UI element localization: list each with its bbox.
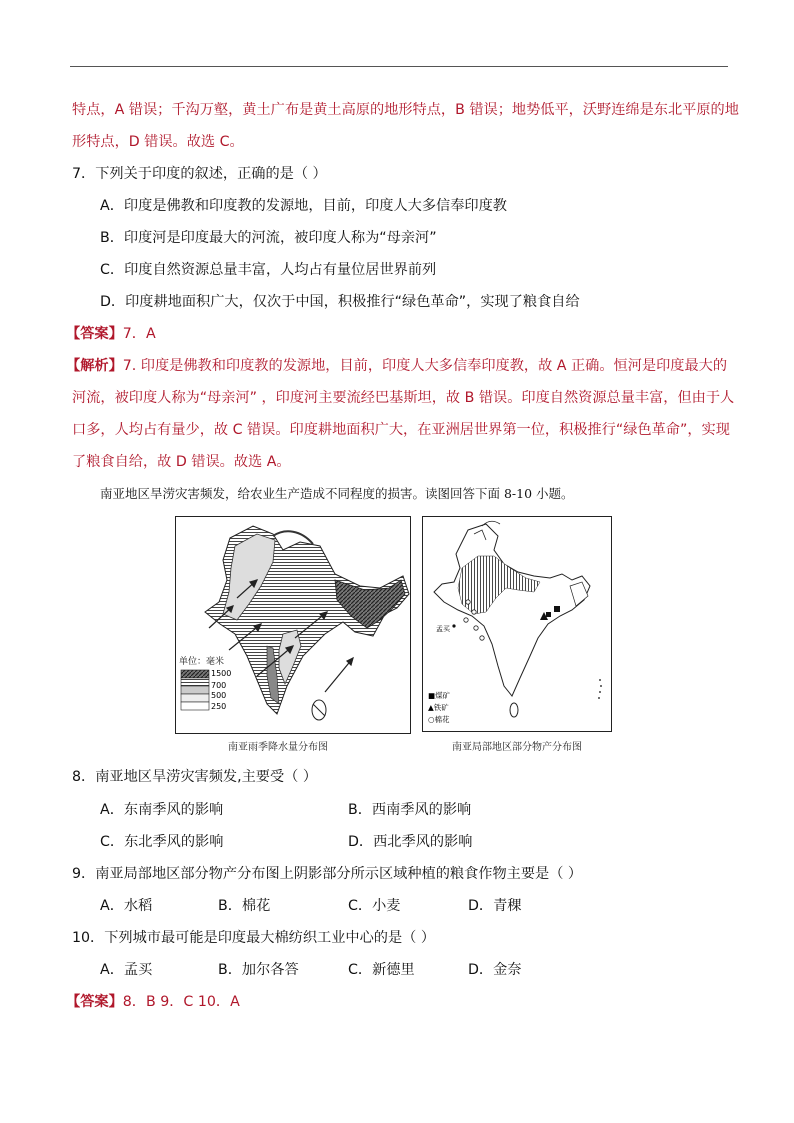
q7-option-c: C．印度自然资源总量丰富，人均占有量位居世界前列 <box>100 262 437 278</box>
q9-option-b: B．棉花 <box>218 898 271 914</box>
q7-option-a: A．印度是佛教和印度教的发源地，目前，印度人大多信奉印度教 <box>100 198 507 214</box>
q8-option-a: A．东南季风的影响 <box>100 802 224 818</box>
legend-iron: ▲铁矿 <box>428 703 449 712</box>
q10-option-d: D．金奈 <box>468 962 522 978</box>
q8-option-d: D．西北季风的影响 <box>348 834 473 850</box>
q7-analysis-line-4: 了粮食自给，故 D 错误。故选 A。 <box>72 454 291 470</box>
q8-stem: 8．南亚地区旱涝灾害频发,主要受（ ） <box>72 769 318 785</box>
city-mumbai-label: 孟买 <box>436 625 450 633</box>
q7-option-d: D．印度耕地面积广大，仅次于中国，积极推行“绿色革命”，实现了粮食自给 <box>100 294 580 310</box>
legend-cotton: ○棉花 <box>428 715 450 724</box>
q7-analysis-line-3: 口多，人均占有量少，故 C 错误。印度耕地面积广大，在亚洲居世界第一位，积极推行“绿色革命”，实现 <box>72 422 730 438</box>
header-rule <box>70 66 728 67</box>
resources-map <box>422 516 612 732</box>
resources-map-caption: 南亚局部地区部分物产分布图 <box>452 742 582 753</box>
q9-option-d: D．青稞 <box>468 898 522 914</box>
q7-option-b: B．印度河是印度最大的河流，被印度人称为“母亲河” <box>100 230 437 246</box>
legend-value-1500: 1500 <box>211 669 232 678</box>
legend-value-250: 250 <box>211 702 227 711</box>
rainfall-map <box>175 516 411 734</box>
answer-value-2: 8．B 9．C 10．A <box>122 994 240 1010</box>
q10-option-a: A．孟买 <box>100 962 153 978</box>
q7-analysis-line-2: 河流，被印度人称为“母亲河” ，印度河主要流经巴基斯坦，故 B 错误。印度自然资源总量丰富，但由于人 <box>72 390 735 406</box>
q10-option-b: B．加尔各答 <box>218 962 299 978</box>
prev-analysis-line-1: 特点，A 错误；千沟万壑，黄土广布是黄土高原的地形特点，B 错误；地势低平，沃野连绵是东北平原的地 <box>72 102 739 118</box>
prev-analysis-line-2: 形特点，D 错误。故选 C。 <box>72 134 244 150</box>
legend-coal: ■煤矿 <box>428 691 451 700</box>
analysis-label: 【解析】 <box>66 358 123 374</box>
legend-value-500: 500 <box>211 691 227 700</box>
q10-stem: 10．下列城市最可能是印度最大棉纺织工业中心的是（ ） <box>72 930 436 946</box>
q7-answer <box>66 324 156 344</box>
q7-analysis-line-1: 【解析】7. 印度是佛教和印度教的发源地，目前，印度人大多信奉印度教，故 A 正确。恒河是印度最大的 <box>66 358 728 374</box>
q10-option-c: C．新德里 <box>348 962 415 978</box>
answer-value: 7．A <box>122 326 156 342</box>
q8-10-answers <box>66 992 240 1012</box>
q9-option-a: A．水稻 <box>100 898 153 914</box>
material-intro: 南亚地区旱涝灾害频发，给农业生产造成不同程度的损害。读图回答下面 8-10 小题。 <box>100 486 574 501</box>
q7-stem: 7．下列关于印度的叙述，正确的是（ ） <box>72 166 327 182</box>
q8-option-c: C．东北季风的影响 <box>100 834 224 850</box>
q8-option-b: B．西南季风的影响 <box>348 802 472 818</box>
answer-label-2: 【答案】 <box>66 994 123 1010</box>
legend-title: 单位：毫米 <box>179 657 225 667</box>
answer-label: 【答案】 <box>66 326 123 342</box>
rainfall-map-caption: 南亚雨季降水量分布图 <box>228 742 328 753</box>
q9-option-c: C．小麦 <box>348 898 401 914</box>
q9-stem: 9．南亚局部地区部分物产分布图上阴影部分所示区域种植的粮食作物主要是（ ） <box>72 866 583 882</box>
legend-value-700: 700 <box>211 681 227 690</box>
